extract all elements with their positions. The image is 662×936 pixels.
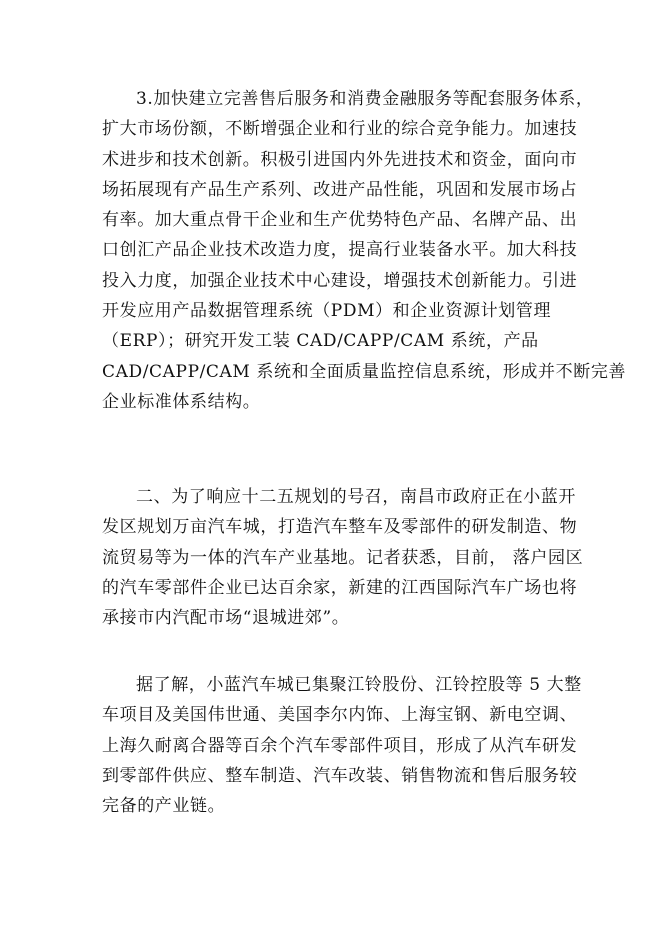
- paragraph-after-sales-services: [102, 84, 626, 417]
- text-line: 的汽车零部件企业已达百余家，新建的江西国际汽车广场也将: [102, 577, 578, 598]
- paragraph-xiaolan-auto-city: [102, 670, 582, 821]
- text-line: （ERP）；研究开发工装 CAD/CAPP/CAM 系统，产品: [102, 331, 539, 352]
- text-line: 场拓展现有产品生产系列、改进产品性能，巩固和发展市场占: [102, 179, 578, 200]
- paragraph-auto-industry-base: [102, 482, 583, 633]
- text-line: 据了解，小蓝汽车城已集聚江铃股份、江铃控股等 5 大整: [136, 675, 582, 695]
- text-line: 完备的产业链。: [102, 796, 226, 817]
- text-line: 开发应用产品数据管理系统（PDM）和企业资源计划管理: [102, 301, 552, 322]
- text-line: CAD/CAPP/CAM 系统和全面质量监控信息系统，形成并不断完善: [102, 361, 627, 382]
- text-line: 口创汇产品企业技术改造力度，提高行业装备水平。加大科技: [102, 240, 578, 261]
- text-line: 二、为了响应十二五规划的号召，南昌市政府正在小蓝开: [136, 487, 576, 507]
- text-line: 到零部件供应、整车制造、汽车改装、销售物流和售后服务较: [102, 765, 578, 786]
- text-line: 发区规划万亩汽车城，打造汽车整车及零部件的研发制造、物: [102, 517, 578, 538]
- text-line: 有率。加大重点骨干企业和生产优势特色产品、名牌产品、出: [102, 210, 578, 231]
- text-line: 流贸易等为一体的汽车产业基地。记者获悉，目前， 落户园区: [102, 547, 584, 568]
- text-line: 扩大市场份额，不断增强企业和行业的综合竞争能力。加速技: [102, 119, 578, 140]
- text-line: 3.加快建立完善售后服务和消费金融服务等配套服务体系，: [136, 89, 594, 109]
- text-line: 投入力度，加强企业技术中心建设，增强技术创新能力。引进: [102, 270, 578, 291]
- text-line: 术进步和技术创新。积极引进国内外先进技术和资金，面向市: [102, 149, 578, 170]
- text-line: 上海久耐离合器等百余个汽车零部件项目，形成了从汽车研发: [102, 735, 578, 756]
- text-line: 承接市内汽配市场“退城进郊”。: [102, 608, 350, 629]
- text-line: 企业标准体系结构。: [102, 391, 261, 412]
- text-line: 车项目及美国伟世通、美国李尔内饰、上海宝钢、新电空调、: [102, 705, 578, 726]
